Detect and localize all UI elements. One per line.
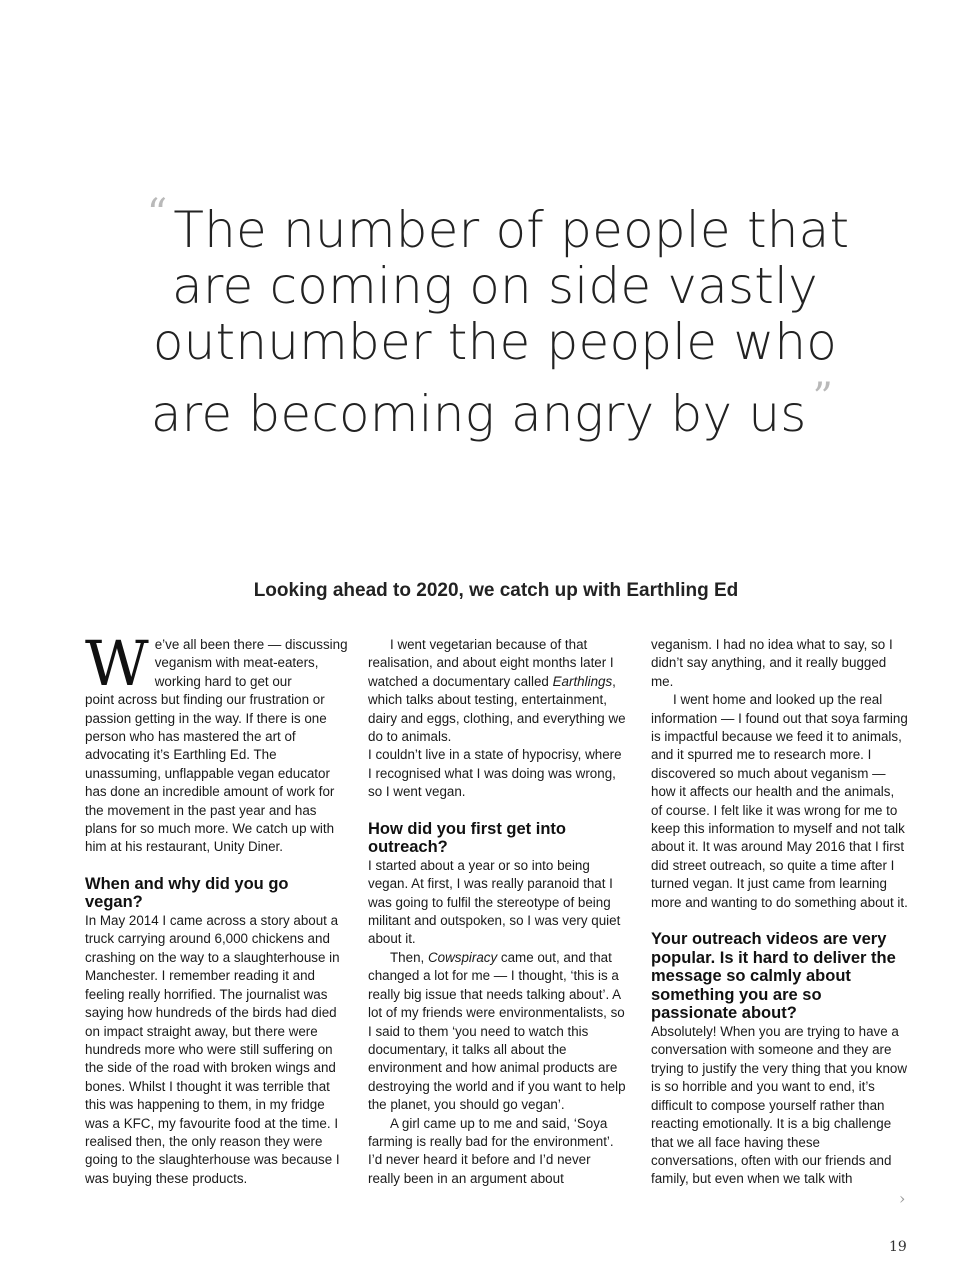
col2-paragraph-4: A girl came up to me and said, ‘Soya farming is really bad for the environment’. I’d never heard it before and I’d never really been in an argument about	[368, 1115, 614, 1186]
question-heading-3: Your outreach videos are very popular. Is it hard to deliver the message so calmly about something you are so passionate about?	[651, 930, 896, 1023]
answer-paragraph-1: In May 2014 I came across a story about a truck carrying around 6,000 chickens and crashing on the way to a slaughterhouse in Manchester. I remember reading it and feeling really horrified. The journalist was saying how hundreds of the birds had died on impact straight away, but there were hundreds more who were still suffering on the side of the road with broken wings and bones. Whilst I thought it was terrible that this was happening to them, in my fridge was a KFC, my favourite food at the time. I realised then, the only reason they were going to the slaughterhouse was because I was buying these products.	[85, 913, 340, 1186]
close-quote-mark: ”	[812, 375, 834, 421]
col2-paragraph-1b: I couldn’t live in a state of hypocrisy, where I recognised what I was doing was wrong, so I went vegan.	[368, 747, 622, 800]
cowspiracy-title: Cowspiracy	[427, 949, 498, 965]
article-column-3	[651, 636, 909, 1189]
pull-quote-line-2: are coming on side vastly	[172, 257, 818, 315]
question-heading-1: When and why did you go vegan?	[85, 874, 289, 912]
col2-para3-text-b: came out, and that changed a lot for me — I thought, ‘this is a really big issue that needs talking about’. A lot of my friends were environmentalists, so I said to them ‘you need to watch this documentary, it talks all about the environment and how animal products are destroying the world and if you want to help the planet, you should go vegan’.	[368, 949, 626, 1113]
intro-rest: point across but finding our frustration or passion getting in the way. If there is one person who has mastered the art of advocating it’s Earthling Ed. The unassuming, unflappable vegan educator has done an incredible amount of work for the movement in the past year and has plans for so much more. We catch up with him at his restaurant, Unity Diner.	[85, 692, 335, 855]
open-quote-mark: “	[146, 191, 168, 237]
answer-paragraph-2: I started about a year or so into being vegan. At first, I was really paranoid that I was going to fulfil the stereotype of being militant and outspoken, so I was very quiet about it.	[368, 857, 621, 947]
intro-line-1: e’ve all been there — discussing	[154, 637, 348, 652]
article-column-1	[85, 627, 348, 1188]
earthlings-title: Earthlings	[552, 673, 613, 689]
pull-quote-text-4: are becoming angry by us	[150, 385, 807, 443]
standfirst: Looking ahead to 2020, we catch up with Earthling Ed	[253, 580, 739, 601]
col2-paragraph-3	[368, 949, 626, 1115]
col3-paragraph-1: veganism. I had no idea what to say, so I didn’t say anything, and it really bugged me.	[651, 637, 893, 689]
pull-quote-line-3: outnumber the people who	[152, 313, 838, 371]
intro-paragraph	[85, 627, 348, 857]
intro-line-2: veganism with meat-eaters,	[154, 655, 319, 671]
pull-quote-line-1	[120, 186, 870, 258]
col3-paragraph-2: I went home and looked up the real information — I found out that soya farming is impactful because we feed it to animals, and it spurred me to research more. I discovered so much about veganism — how it affects our health and the animals, of course. I felt like it was wrong for me to keep this information to myself and not talk about it. It was around May 2016 that I first did street outreach, so quite a time after I turned vegan. It just came from learning more and wanting to do something about it.	[651, 692, 908, 910]
intro-line-3: working hard to get our	[154, 673, 292, 689]
article-column-2	[368, 636, 626, 1188]
col2-para1-text-a: I went vegetarian because of that realisation, and about eight months later I watched a documentary called	[368, 637, 614, 689]
answer-paragraph-3: Absolutely! When you are trying to have a conversation with someone and they are trying to justify the very thing that you know is so horrible and you want to end, it’s difficult to compose yourself rather than reacting emotionally. It is a big challenge that we all face having these conversations, often with our friends and family, but even when we talk with	[651, 1024, 908, 1187]
col2-paragraph-1	[368, 636, 626, 746]
drop-cap: W	[85, 627, 149, 700]
question-heading-2: How did you first get into outreach?	[368, 819, 566, 857]
pull-quote-text-1: The number of people that	[173, 201, 850, 259]
col2-para3-text-a: Then,	[390, 949, 428, 965]
col2-para1-text-b: , which talks about testing, entertainment, dairy and eggs, clothing, and everything we do to animals.	[368, 673, 626, 745]
pull-quote	[120, 186, 870, 442]
page-number: 19	[889, 1239, 907, 1255]
pull-quote-line-4	[120, 370, 870, 442]
continue-arrow-icon: ›	[899, 1189, 906, 1208]
